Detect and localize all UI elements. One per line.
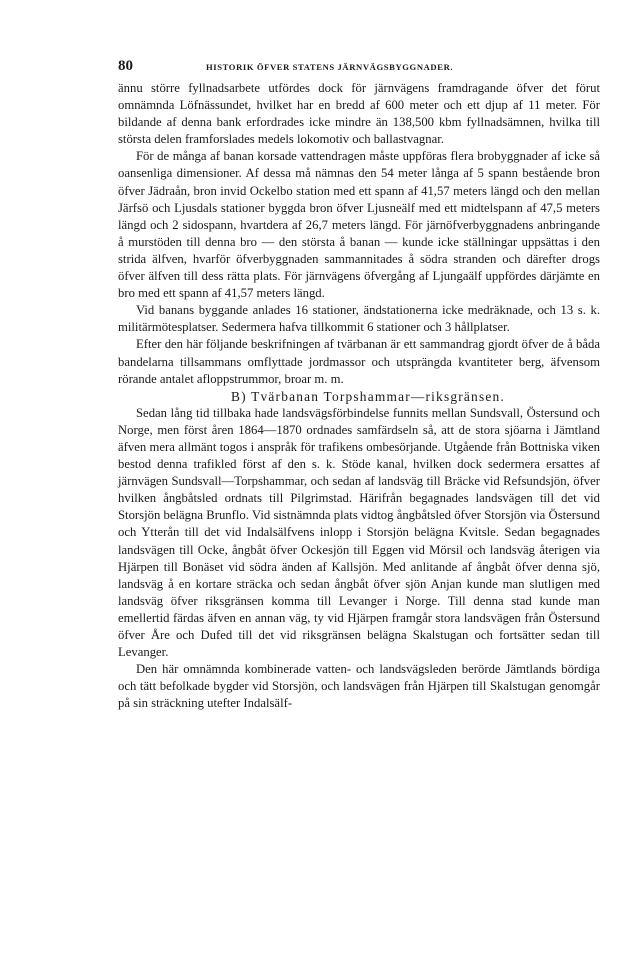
page-number: 80 — [118, 58, 133, 74]
paragraph: För de många af banan korsade vattendragen måste uppföras flera brobyggnader af icke så oansenliga dimensioner. Af dessa må nämnas den 54 meter långa af 5 spann bestående bron öfver Jädraån, bron invid Ockelbo station med ett spann af 41,57 meters längd och den mellan Järfsö och Ljusdals stationer byggda bron öfver Ljusneälf med ett midtelspann af 47,5 meters längd och 2 sidospann, hvartdera af 26,7 meters längd. För järnöfverbyggnadens anbringande å murstöden till denna bro — den största å banan — kunde icke ställningar uppsättas i den strida älfven, hvarför öfverbyggnaden sammannitades å södra stranden och därefter drogs öfver älfven till dess rätta plats. För järnvägens öfvergång af Ljungaälf uppfördes därjämte en bro med ett spann af 41,57 meters längd. — [118, 149, 600, 301]
body-text — [118, 80, 600, 712]
paragraph: Den här omnämnda kombinerade vatten- och landsvägsleden berörde Jämtlands bördiga och tätt befolkade bygder vid Storsjön, och landsvägen från Hjärpen till Skalstugan genomgår på sin sträckning utefter Indalsälf- — [118, 662, 600, 711]
running-title: HISTORIK ÖFVER STATENS JÄRNVÄGSBYGGNADER. — [206, 62, 454, 72]
paragraph: ännu större fyllnadsarbete utfördes dock för järnvägens framdragande öfver det förut omnämnda Löfnässundet, hvilket har en bredd af 600 meter och ett djup af 11 meter. För bildande af denna bank erfordrades icke mindre än 138,500 kbm fyllnadsämnen, hvilka till största delen framforslades medels lokomotiv och ballastvagnar. — [118, 81, 600, 147]
paragraph: Efter den här följande beskrifningen af tvärbanan är ett sammandrag gjordt öfver de å båda bandelarna tillsammans omflyttade jordmassor och utsprängda kvantiteter berg, äfvensom rörande antalet afloppstrummor, broar m. m. — [118, 337, 600, 386]
page-header — [118, 58, 600, 76]
paragraph: Vid banans byggande anlades 16 stationer, ändstationerna icke medräknade, och 13 s. k. militärmötesplatser. Sedermera hafva tillkommit 6 stationer och 3 hållplatser. — [118, 303, 600, 335]
section-heading: B) Tvärbanan Torpshammar—riksgränsen. — [231, 388, 505, 404]
paragraph: Sedan lång tid tillbaka hade landsvägsförbindelse funnits mellan Sundsvall, Östersund och Norge, men först åren 1864—1870 ordnades samfärdseln så, att de stora sjöarna i Jämtland äfven mera allmänt togos i anspråk för trafikens ombesörjande. Utgående från Bottniska viken bestod denna trafikled först af den s. k. Stöde kanal, hvilken dock sedermera ersattes af järnvägen Sundsvall—Torpshammar, och sedan af landsväg till Bräcke vid Refsundsjön, öfver hvilken ångbåtsled ordnats till Pilgrimstad. Härifrån begagnades landsvägen till det vid Storsjön belägna Brunflo. Vid sistnämnda plats vidtog ångbåtsled öfver Storsjön via Östersund och Ytterån till det vid Indalsälfvens inlopp i Storsjön belägna Kvitsle. Sedan begagnades landsvägen till Ocke, ångbåt öfver Ockesjön till Eggen vid Mörsil och landsväg återigen via Hjärpen till Bonäset vid södra änden af Kallsjön. Med anlitande af ångbåt öfver denna sjö, landsväg å en kortare sträcka och sedan ångbåt öfver sjön Anjan kunde man slutligen med landsväg öfver riksgränsen komma till Levanger i Norge. Till denna stad kunde man emellertid färdas äfven en annan väg, ty vid Hjärpen framgår stora landsvägen från Östersund öfver Åre och Dufed till det vid riksgränsen belägna Skalstugan och fortsätter sedan till Levanger. — [118, 405, 600, 660]
